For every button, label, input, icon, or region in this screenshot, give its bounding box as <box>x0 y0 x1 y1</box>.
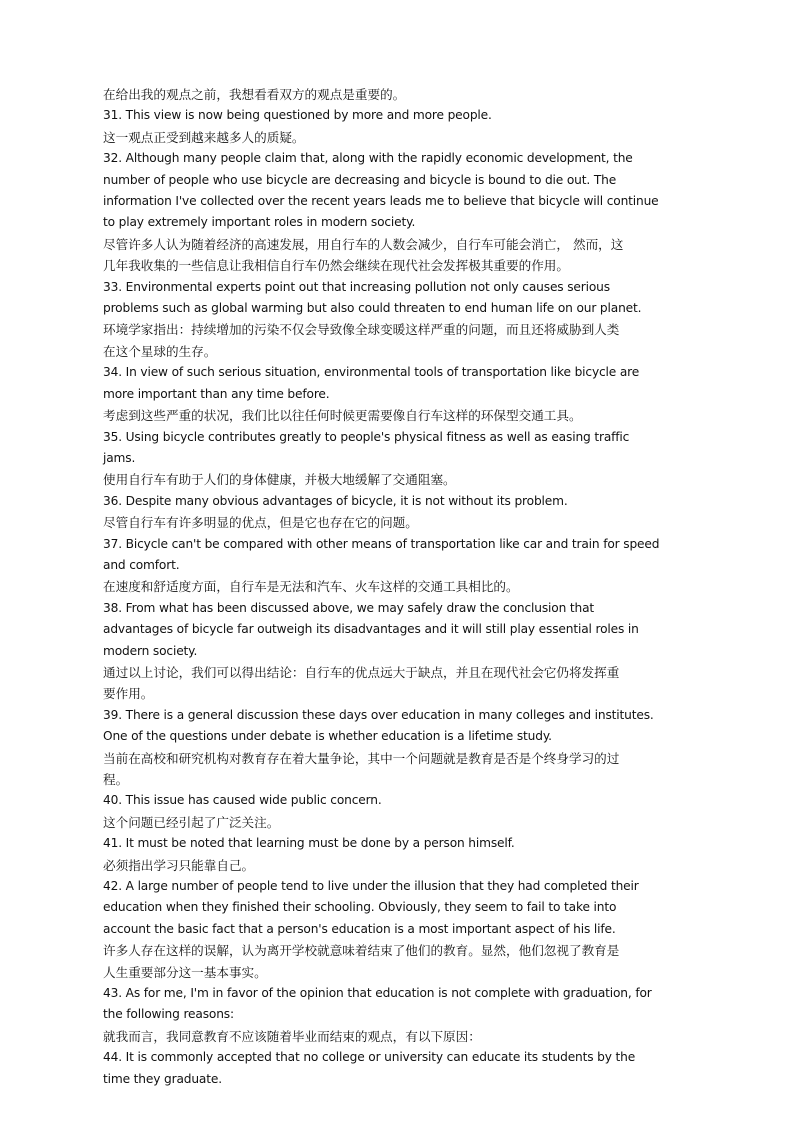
english-sentence-line: 38. From what has been discussed above, we may safely draw the conclusion that <box>103 600 595 615</box>
chinese-translation-line: 环境学家指出：持续增加的污染不仅会导致像全球变暖这样严重的问题，而且还将威胁到人类 <box>103 322 620 338</box>
chinese-translation-line: 许多人存在这样的误解，认为离开学校就意味着结束了他们的教育。显然，他们忽视了教育是 <box>103 943 620 959</box>
english-sentence-line: and comfort. <box>103 557 180 572</box>
english-sentence-line: 37. Bicycle can't be compared with other means of transportation like car and train for speed <box>103 536 660 551</box>
chinese-translation-line: 使用自行车有助于人们的身体健康，并极大地缓解了交通阻塞。 <box>103 472 456 488</box>
english-sentence-line: 39. There is a general discussion these days over education in many colleges and institutes. <box>103 707 654 722</box>
document-body <box>103 84 683 1090</box>
english-sentence-line: jams. <box>103 450 136 465</box>
english-sentence-line: the following reasons: <box>103 1007 234 1022</box>
english-sentence-line: 44. It is commonly accepted that no college or university can educate its students by the <box>103 1050 636 1065</box>
english-sentence-line: 42. A large number of people tend to live under the illusion that they had completed their <box>103 879 639 894</box>
chinese-translation-line: 尽管许多人认为随着经济的高速发展，用自行车的人数会减少，自行车可能会消亡， 然而，这 <box>103 236 624 252</box>
chinese-translation-line: 要作用。 <box>103 686 154 702</box>
chinese-translation-line: 通过以上讨论，我们可以得出结论：自行车的优点远大于缺点，并且在现代社会它仍将发挥重 <box>103 664 620 680</box>
chinese-translation-line: 就我而言，我同意教育不应该随着毕业而结束的观点，有以下原因： <box>103 1028 481 1044</box>
english-sentence-line: 31. This view is now being questioned by more and more people. <box>103 108 492 123</box>
chinese-translation-line: 几年我收集的一些信息让我相信自行车仍然会继续在现代社会发挥极其重要的作用。 <box>103 258 569 274</box>
english-sentence-line: 35. Using bicycle contributes greatly to people's physical fitness as well as easing traffic <box>103 429 630 444</box>
chinese-translation-line: 在速度和舒适度方面，自行车是无法和汽车、火车这样的交通工具相比的。 <box>103 579 519 595</box>
english-sentence-line: 34. In view of such serious situation, environmental tools of transportation like bicycle are <box>103 365 640 380</box>
chinese-translation-line: 在给出我的观点之前，我想看看双方的观点是重要的。 <box>103 87 406 102</box>
english-sentence-line: time they graduate. <box>103 1071 222 1086</box>
chinese-translation-line: 当前在高校和研究机构对教育存在着大量争论，其中一个问题就是教育是否是个终身学习的过 <box>103 750 620 766</box>
english-sentence-line: education when they finished their schooling. Obviously, they seem to fail to take into <box>103 900 617 915</box>
chinese-translation-line: 这个问题已经引起了广泛关注。 <box>103 814 280 830</box>
chinese-translation-line: 程。 <box>103 772 129 787</box>
chinese-translation-line: 尽管自行车有许多明显的优点，但是它也存在它的问题。 <box>103 515 418 531</box>
chinese-translation-line: 人生重要部分这一基本事实。 <box>103 964 267 980</box>
english-sentence-line: more important than any time before. <box>103 386 330 401</box>
english-sentence-line: account the basic fact that a person's education is a most important aspect of his life. <box>103 921 616 936</box>
english-sentence-line: advantages of bicycle far outweigh its disadvantages and it will still play essential roles in <box>103 622 639 637</box>
chinese-translation-line: 必须指出学习只能靠自己。 <box>103 857 255 873</box>
english-sentence-line: 33. Environmental experts point out that increasing pollution not only causes serious <box>103 279 610 294</box>
english-sentence-line: number of people who use bicycle are decreasing and bicycle is bound to die out. The <box>103 172 617 187</box>
english-sentence-line: 36. Despite many obvious advantages of bicycle, it is not without its problem. <box>103 493 568 508</box>
chinese-translation-line: 这一观点正受到越来越多人的质疑。 <box>103 129 305 145</box>
english-sentence-line: 43. As for me, I'm in favor of the opinion that education is not complete with graduation, for <box>103 986 652 1001</box>
english-sentence-line: modern society. <box>103 643 198 658</box>
chinese-translation-line: 考虑到这些严重的状况，我们比以往任何时候更需要像自行车这样的环保型交通工具。 <box>103 408 582 424</box>
english-sentence-line: 32. Although many people claim that, along with the rapidly economic development, the <box>103 151 633 166</box>
english-sentence-line: information I've collected over the recent years leads me to believe that bicycle will continue <box>103 194 659 209</box>
english-sentence-line: to play extremely important roles in modern society. <box>103 215 416 230</box>
english-sentence-line: problems such as global warming but also could threaten to end human life on our planet. <box>103 301 642 316</box>
chinese-translation-line: 在这个星球的生存。 <box>103 343 217 359</box>
english-sentence-line: One of the questions under debate is whether education is a lifetime study. <box>103 729 552 744</box>
english-sentence-line: 40. This issue has caused wide public concern. <box>103 793 382 808</box>
english-sentence-line: 41. It must be noted that learning must be done by a person himself. <box>103 836 515 851</box>
